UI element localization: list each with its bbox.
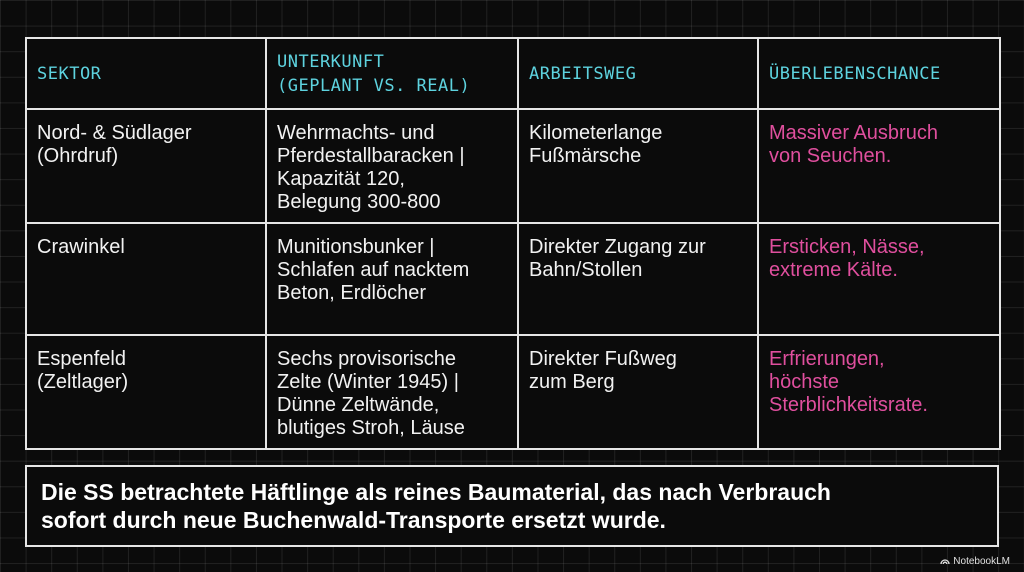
cell-line: Direkter Zugang zur	[529, 236, 706, 258]
header-line: (GEPLANT VS. REAL)	[277, 75, 471, 96]
cell-unterkunft	[266, 335, 518, 449]
header-line: SEKTOR	[37, 63, 102, 84]
cell-line: Wehrmachts- und	[277, 122, 435, 144]
cell-line: Schlafen auf nacktem	[277, 259, 470, 281]
notebooklm-watermark	[940, 552, 1010, 570]
cell-arbeitsweg	[518, 223, 758, 335]
cell-line: Crawinkel	[37, 236, 125, 258]
table-row	[26, 335, 1000, 449]
summary-line: sofort durch neue Buchenwald-Transporte ersetzt wurde.	[41, 507, 666, 533]
cell-line: Ersticken, Nässe,	[769, 236, 925, 258]
notebooklm-logo-icon	[940, 557, 950, 565]
header-line: UNTERKUNFT	[277, 51, 385, 72]
cell-ueberlebenschance	[758, 223, 1000, 335]
header-line: ÜBERLEBENSCHANCE	[769, 63, 941, 84]
cell-line: Nord- & Südlager	[37, 122, 192, 144]
cell-line: Massiver Ausbruch	[769, 122, 938, 144]
cell-arbeitsweg	[518, 335, 758, 449]
cell-line: Direkter Fußweg	[529, 348, 677, 370]
cell-line: extreme Kälte.	[769, 259, 898, 281]
cell-line: Fußmärsche	[529, 145, 642, 167]
table-row	[26, 109, 1000, 223]
cell-line: Kilometerlange	[529, 122, 663, 144]
cell-ueberlebenschance	[758, 109, 1000, 223]
cell-line: höchste	[769, 371, 840, 393]
cell-line: Zelte (Winter 1945) |	[277, 371, 459, 393]
cell-line: von Seuchen.	[769, 145, 892, 167]
cell-arbeitsweg	[518, 109, 758, 223]
table-row	[26, 223, 1000, 335]
summary-box	[25, 465, 999, 547]
cell-line: Bahn/Stollen	[529, 259, 643, 281]
cell-line: Espenfeld	[37, 348, 126, 370]
cell-line: Pferdestallbaracken |	[277, 145, 465, 167]
header-sektor	[26, 38, 266, 109]
header-arbeitsweg	[518, 38, 758, 109]
cell-line: Sterblichkeitsrate.	[769, 394, 928, 416]
header-ueberlebenschance	[758, 38, 1000, 109]
camp-comparison-table	[25, 37, 1001, 450]
header-line: ARBEITSWEG	[529, 63, 637, 84]
table-header-row	[26, 38, 1000, 109]
cell-line: Sechs provisorische	[277, 348, 456, 370]
cell-line: Erfrierungen,	[769, 348, 885, 370]
cell-sektor	[26, 335, 266, 449]
cell-line: (Ohrdruf)	[37, 145, 119, 167]
cell-line: (Zeltlager)	[37, 371, 129, 393]
cell-line: Kapazität 120,	[277, 168, 405, 190]
watermark-text: NotebookLM	[953, 555, 1010, 567]
header-unterkunft	[266, 38, 518, 109]
cell-sektor	[26, 223, 266, 335]
cell-sektor	[26, 109, 266, 223]
cell-line: Belegung 300-800	[277, 191, 441, 213]
cell-line: blutiges Stroh, Läuse	[277, 417, 465, 439]
cell-line: Munitionsbunker |	[277, 236, 435, 258]
summary-line: Die SS betrachtete Häftlinge als reines Baumaterial, das nach Verbrauch	[41, 479, 831, 505]
cell-line: Beton, Erdlöcher	[277, 282, 426, 304]
cell-unterkunft	[266, 109, 518, 223]
cell-ueberlebenschance	[758, 335, 1000, 449]
cell-line: zum Berg	[529, 371, 615, 393]
cell-line: Dünne Zeltwände,	[277, 394, 440, 416]
cell-unterkunft	[266, 223, 518, 335]
